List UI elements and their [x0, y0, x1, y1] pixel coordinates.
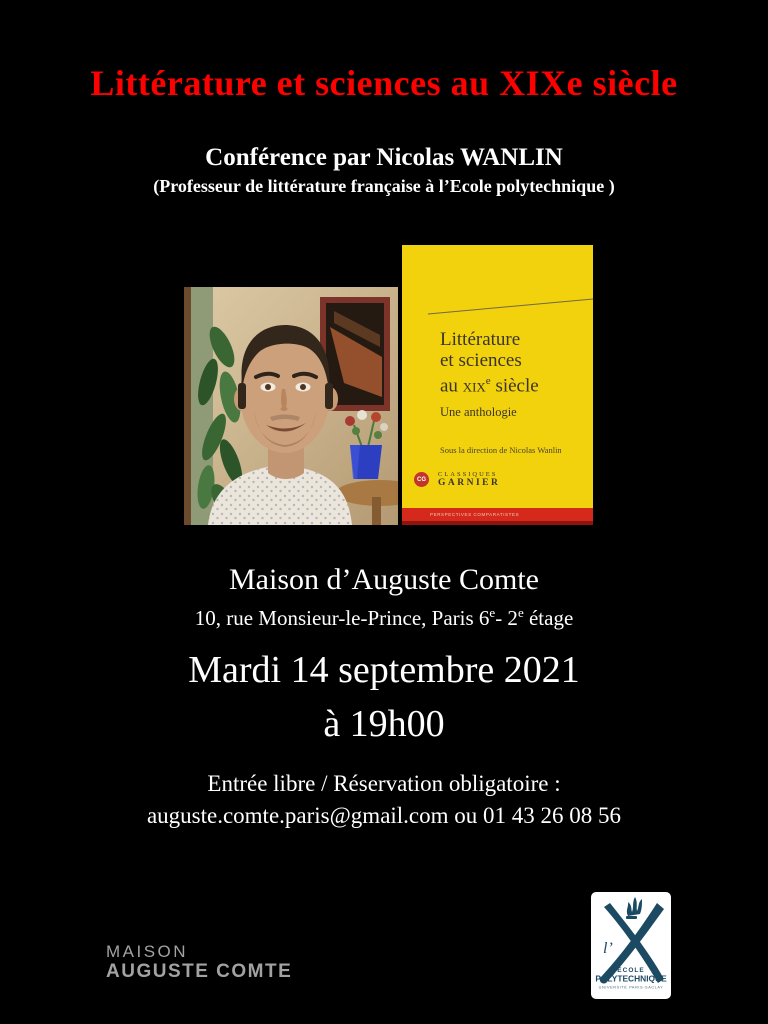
speaker-photo-illustration	[184, 287, 398, 525]
event-date: Mardi 14 septembre 2021	[188, 649, 580, 691]
x-logo-prefix: l’	[603, 940, 613, 957]
book-title	[440, 329, 539, 396]
ecole-polytechnique-logo	[591, 892, 671, 999]
book-editor-line: Sous la direction de Nicolas Wanlin	[440, 445, 562, 455]
speaker-photo	[184, 287, 398, 525]
x-logo-line1: ÉCOLE	[617, 967, 645, 974]
classiques-garnier-logo: CG	[414, 472, 429, 487]
book-bottom-edge	[402, 521, 593, 525]
admission-info: Entrée libre / Réservation obligatoire :	[207, 771, 561, 796]
photo-left-frame	[184, 287, 191, 525]
speaker-role-note: (Professeur de littérature française à l’Ecole polytechnique )	[153, 176, 615, 196]
x-logo-badge	[591, 892, 671, 999]
x-logo-line3: UNIVERSITÉ PARIS-SACLAY	[598, 985, 664, 990]
contact-info: auguste.comte.paris@gmail.com ou 01 43 26 08 56	[146, 803, 622, 828]
event-time: à 19h00	[323, 703, 445, 745]
book-title-line3: au xix$^e$ siècle	[440, 375, 539, 397]
series-band: PERSPECTIVES COMPARATISTES	[402, 508, 593, 521]
venue-address: 10, rue Monsieur-le-Prince, Paris 6e- 2e étage	[194, 605, 574, 630]
publisher-name: CLASSIQUES GARNIER	[438, 471, 501, 488]
book-subtitle: Une anthologie	[440, 405, 517, 419]
book-cover	[402, 245, 593, 525]
publisher-row	[414, 471, 500, 488]
maison-auguste-comte-logo: MAISON AUGUSTE COMTE	[106, 942, 293, 982]
conference-subtitle: Conférence par Nicolas WANLIN	[205, 144, 563, 171]
book-title-line2: et sciences	[440, 350, 522, 371]
poster-title: Littérature et sciences au XIXe siècle	[90, 63, 678, 103]
venue-name: Maison d’Auguste Comte	[229, 563, 539, 596]
book-title-line1: Littérature	[440, 329, 521, 350]
x-logo-line2: POLYTECHNIQUE	[595, 973, 667, 984]
